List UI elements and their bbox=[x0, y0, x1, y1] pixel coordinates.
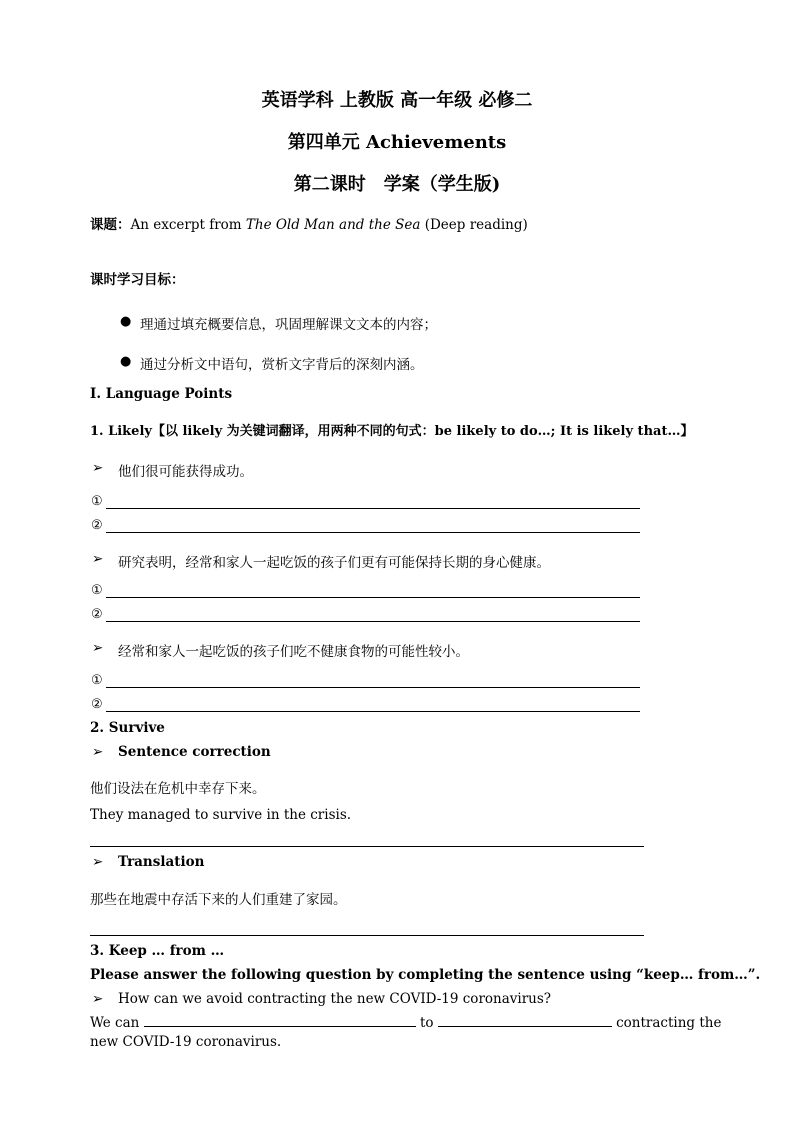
doc-title-lesson: 第二课时 学案（学生版) bbox=[293, 174, 501, 195]
doc-title-unit: 第四单元 Achievements bbox=[287, 132, 507, 153]
item3-answer-line2: new COVID-19 coronavirus. bbox=[90, 1034, 282, 1050]
item3-title: 3. Keep … from … bbox=[90, 943, 225, 959]
objective-item: 通过分析文中语句，赏析文字背后的深刻内涵。 bbox=[140, 357, 424, 373]
answer-suffix: contracting the bbox=[616, 1015, 722, 1031]
circle-1-marker: ① bbox=[91, 673, 103, 688]
sentence-correction-label: Sentence correction bbox=[118, 744, 271, 760]
correction-english: They managed to survive in the crisis. bbox=[90, 807, 352, 823]
answer-line[interactable] bbox=[106, 597, 640, 598]
answer-blank[interactable] bbox=[144, 1013, 416, 1027]
translation-chinese: 那些在地震中存活下来的人们重建了家园。 bbox=[90, 892, 347, 908]
answer-line[interactable] bbox=[106, 508, 640, 509]
circle-2-marker: ② bbox=[91, 607, 103, 622]
topic-label: 课题： bbox=[90, 217, 131, 233]
bullet-icon: ● bbox=[120, 354, 132, 369]
answer-line[interactable] bbox=[106, 532, 640, 533]
answer-line[interactable] bbox=[90, 846, 644, 847]
topic-line bbox=[90, 213, 528, 233]
circle-1-marker: ① bbox=[91, 494, 103, 509]
answer-mid: to bbox=[419, 1015, 434, 1031]
arrow-bullet-icon: ➢ bbox=[92, 854, 104, 870]
item1-title: 1. Likely【以 likely 为关键词翻译，用两种不同的句式：be likely to do…; It is likely that…】 bbox=[90, 424, 694, 439]
objective-item: 理通过填充概要信息，巩固理解课文文本的内容； bbox=[140, 317, 437, 333]
answer-line[interactable] bbox=[106, 621, 640, 622]
item3-instruction: Please answer the following question by completing the sentence using “keep… from…”. bbox=[90, 967, 761, 983]
section-heading-language-points: I. Language Points bbox=[90, 386, 233, 402]
arrow-bullet-icon: ➢ bbox=[92, 640, 104, 656]
circle-2-marker: ② bbox=[91, 518, 103, 533]
translation-label: Translation bbox=[118, 854, 205, 870]
circle-2-marker: ② bbox=[91, 697, 103, 712]
likely-sentence: 他们很可能获得成功。 bbox=[118, 464, 253, 480]
item3-question: How can we avoid contracting the new COVID-19 coronavirus? bbox=[118, 991, 552, 1007]
answer-prefix: We can bbox=[90, 1015, 140, 1031]
topic-book-title: The Old Man and the Sea bbox=[245, 217, 421, 233]
arrow-bullet-icon: ➢ bbox=[92, 460, 104, 476]
arrow-bullet-icon: ➢ bbox=[92, 744, 104, 760]
correction-chinese: 他们设法在危机中幸存下来。 bbox=[90, 781, 266, 797]
topic-post: (Deep reading) bbox=[420, 217, 528, 233]
item2-title: 2. Survive bbox=[90, 720, 165, 736]
answer-line[interactable] bbox=[106, 711, 640, 712]
answer-line[interactable] bbox=[106, 687, 640, 688]
bullet-icon: ● bbox=[120, 314, 132, 329]
circle-1-marker: ① bbox=[91, 583, 103, 598]
objectives-heading: 课时学习目标： bbox=[90, 272, 185, 288]
answer-line[interactable] bbox=[90, 935, 644, 936]
answer-blank[interactable] bbox=[438, 1013, 612, 1027]
topic-pre: An excerpt from bbox=[130, 217, 246, 233]
item3-answer-line1 bbox=[90, 1013, 721, 1031]
likely-sentence: 研究表明，经常和家人一起吃饭的孩子们更有可能保持长期的身心健康。 bbox=[118, 555, 550, 571]
arrow-bullet-icon: ➢ bbox=[92, 991, 104, 1007]
likely-sentence: 经常和家人一起吃饭的孩子们吃不健康食物的可能性较小。 bbox=[118, 644, 469, 660]
doc-title-subject: 英语学科 上教版 高一年级 必修二 bbox=[261, 90, 533, 111]
arrow-bullet-icon: ➢ bbox=[92, 551, 104, 567]
